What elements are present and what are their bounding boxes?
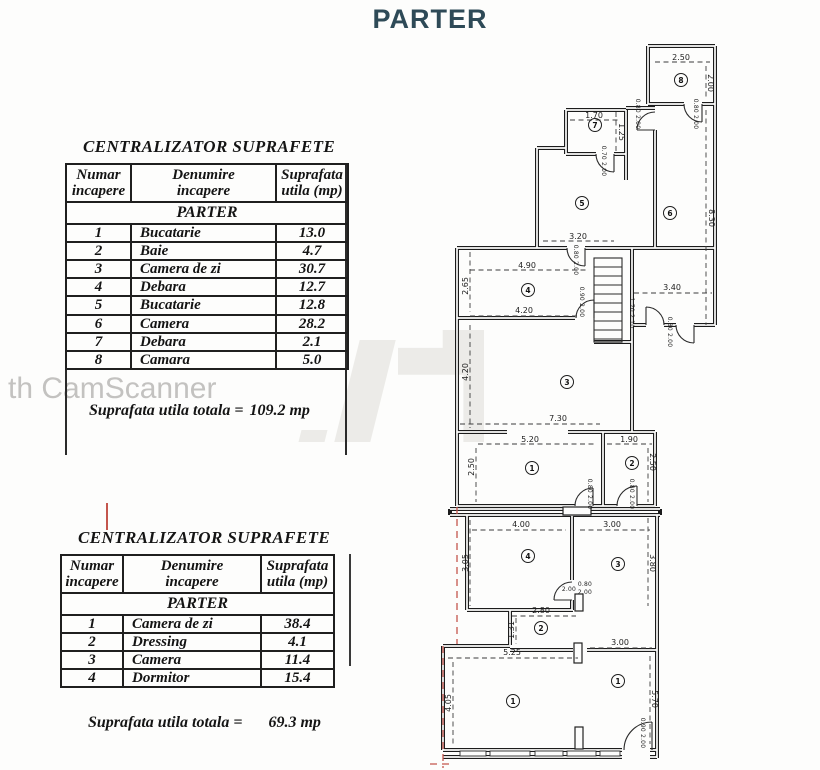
room-name-cell: Camera <box>131 315 276 333</box>
door-size-label: 0.80 2.00 <box>572 244 579 276</box>
col-header-denumire: Denumire incapere <box>131 164 276 202</box>
room-number-cell: 1 <box>61 615 123 633</box>
room-area-cell: 2.1 <box>276 333 348 351</box>
table-title: CENTRALIZATOR SUPRAFETE <box>83 137 336 156</box>
wall-details <box>563 507 591 749</box>
door-size-label: 0.90 2.00 <box>639 717 646 749</box>
door-size-label: 0.80 2.00 <box>586 478 593 510</box>
page-title: PARTER <box>372 4 488 34</box>
room-number: 4 <box>525 551 531 561</box>
dimension-label: 8.30 <box>707 209 716 227</box>
room-area-cell: 30.7 <box>276 260 348 278</box>
dimension-label: 3.40 <box>663 283 681 292</box>
room-area-cell: 12.7 <box>276 278 348 296</box>
door-size-label: 0.80 2.00 <box>634 98 641 130</box>
room-area-cell: 5.0 <box>276 351 348 369</box>
door-size-label: 1.70 2.10 <box>628 297 635 329</box>
room-number: 1 <box>510 696 516 706</box>
room-area-cell: 13.0 <box>276 224 348 242</box>
col-header-denumire: Denumire incapere <box>123 555 261 593</box>
dimension-label: 2.00 <box>706 74 715 92</box>
room-name-cell: Dressing <box>123 633 261 651</box>
dimension-label: 3.00 <box>603 520 621 529</box>
room-name-cell: Dormitor <box>123 669 261 687</box>
dimension-label: 1.70 <box>585 111 603 120</box>
room-name-cell: Debara <box>131 333 276 351</box>
room-name-cell: Debara <box>131 278 276 296</box>
dimension-label: 4.20 <box>461 363 470 381</box>
dimension-label: 7.30 <box>549 414 567 423</box>
section-label: PARTER <box>66 202 348 223</box>
dimension-label: 2.50 <box>467 458 476 476</box>
door-size-label: 2.00 <box>561 586 577 593</box>
room-number-cell: 3 <box>66 260 131 278</box>
dimension-label: 3.20 <box>569 232 587 241</box>
windows <box>460 751 620 756</box>
room-area-cell: 4.1 <box>261 633 334 651</box>
dimension-label: 2.80 <box>532 606 550 615</box>
total-label: Suprafata utila totala = <box>89 402 244 420</box>
room-number: 7 <box>592 120 598 130</box>
room-number-cell: 2 <box>66 242 131 260</box>
room-number-cell: 6 <box>66 315 131 333</box>
room-name-cell: Camera <box>123 651 261 669</box>
door-size-label: 0.80 2.00 <box>628 478 635 510</box>
staircase <box>594 258 622 342</box>
door-size-label: 0.80 2.00 <box>666 316 673 348</box>
dimension-label: 3.80 <box>648 554 657 572</box>
room-area-cell: 38.4 <box>261 615 334 633</box>
room-number-cell: 7 <box>66 333 131 351</box>
room-number-cell: 8 <box>66 351 131 369</box>
total-label: Suprafata utila totala = <box>88 714 243 732</box>
room-number: 4 <box>525 285 531 295</box>
room-number-cell: 3 <box>61 651 123 669</box>
room-area-cell: 12.8 <box>276 296 348 314</box>
room-number-cell: 4 <box>66 278 131 296</box>
room-name-cell: Camera de zi <box>131 260 276 278</box>
door-size-label: 2.00 <box>577 589 593 596</box>
room-number: 1 <box>615 676 621 686</box>
room-area-cell: 15.4 <box>261 669 334 687</box>
camscanner-watermark: th CamScanner <box>8 372 217 405</box>
dimension-label: 5.20 <box>521 435 539 444</box>
dimension-label: 3.00 <box>611 638 629 647</box>
room-number-cell: 5 <box>66 296 131 314</box>
col-header-suprafata: Suprafata utila (mp) <box>276 164 348 202</box>
room-name-cell: Baie <box>131 242 276 260</box>
total-value: 69.3 mp <box>268 714 321 732</box>
door-size-label: 0.80 <box>577 581 593 588</box>
room-number-cell: 1 <box>66 224 131 242</box>
room-area-cell: 28.2 <box>276 315 348 333</box>
room-number: 3 <box>615 559 621 569</box>
dimension-label: 1.25 <box>617 123 626 141</box>
dimension-label: 5.70 <box>650 690 659 708</box>
door-size-label: 0.70 2.00 <box>600 145 607 177</box>
room-area-cell: 4.7 <box>276 242 348 260</box>
dimension-label: 5.25 <box>503 648 521 657</box>
total-value: 109.2 mp <box>249 402 310 420</box>
dimension-label: 1.90 <box>620 435 638 444</box>
section-label: PARTER <box>61 593 334 614</box>
table-title: CENTRALIZATOR SUPRAFETE <box>78 528 331 547</box>
door-size-label: 0.90 2.00 <box>578 286 585 318</box>
room-number: 6 <box>667 208 673 218</box>
room-number: 3 <box>564 377 570 387</box>
room-number-cell: 2 <box>61 633 123 651</box>
dimension-label: 4.05 <box>444 694 453 712</box>
room-name-cell: Camera de zi <box>123 615 261 633</box>
door-size-label: 0.80 2.00 <box>692 98 699 130</box>
col-header-numar: Numar incapere <box>61 555 123 593</box>
room-number: 8 <box>678 75 684 85</box>
room-area-cell: 11.4 <box>261 651 334 669</box>
dimension-label: 2.65 <box>461 277 470 295</box>
dimension-label: 3.05 <box>461 554 470 572</box>
dimension-label: 2.50 <box>648 453 657 471</box>
room-number-cell: 4 <box>61 669 123 687</box>
col-header-numar: Numar incapere <box>66 164 131 202</box>
room-number: 5 <box>579 198 585 208</box>
dimension-label: 4.00 <box>512 520 530 529</box>
dimension-label: 4.20 <box>515 306 533 315</box>
dimension-label: 1.31 <box>507 621 516 639</box>
room-name-cell: Bucatarie <box>131 296 276 314</box>
dimension-label: 4.90 <box>518 261 536 270</box>
room-number: 2 <box>538 623 544 633</box>
col-header-suprafata: Suprafata utila (mp) <box>261 555 334 593</box>
room-number: 1 <box>529 463 535 473</box>
dimension-label: 2.50 <box>672 53 690 62</box>
room-name-cell: Bucatarie <box>131 224 276 242</box>
room-name-cell: Camara <box>131 351 276 369</box>
room-number: 2 <box>629 458 635 468</box>
